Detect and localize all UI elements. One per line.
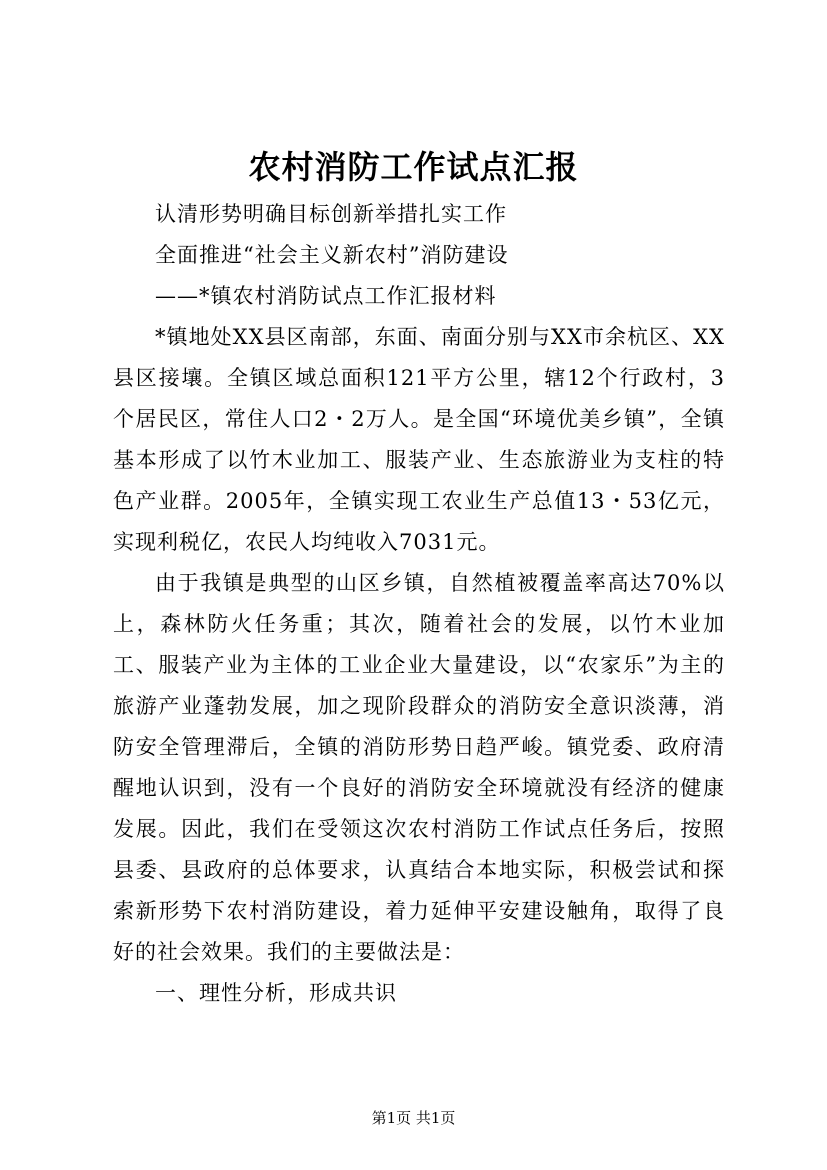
subtitle-line-2: 全面推进“社会主义新农村”消防建设 (155, 243, 509, 267)
document-title: 农村消防工作试点汇报 (248, 148, 579, 186)
paragraph-2: 由于我镇是典型的山区乡镇，自然植被覆盖率高达70%以上，森林防火任务重；其次，随着社会的发展，以竹木业加工、服装产业为主体的工业企业大量建设，以“农家乐”为主的旅游产业蓬勃发展，加之现阶段群众的消防安全意识淡薄，消防安全管理滞后，全镇的消防形势日趋严峻。镇党委、政府清醒地认识到，没有一个良好的消防安全环境就没有经济的健康发展。因此，我们在受领这次农村消防工作试点任务后，按照县委、县政府的总体要求，认真结合本地实际，积极尝试和探索新形势下农村消防建设，着力延伸平安建设触角，取得了良好的社会效果。我们的主要做法是： (113, 571, 725, 964)
paragraph-1: *镇地处XX县区南部，东面、南面分别与XX市余杭区、XX县区接壤。全镇区域总面积121平方公里，辖12个行政村，3个居民区，常住人口2・2万人。是全国“环境优美乡镇”，全镇基本形成了以竹木业加工、服装产业、生态旅游业为支柱的特色产业群。2005年，全镇实现工农业生产总值13・53亿元，实现利税亿，农民人均纯收入7031元。 (113, 325, 725, 554)
subtitle-line-3: ——*镇农村消防试点工作汇报材料 (155, 284, 497, 308)
page-footer: 第1页 共1页 (371, 1109, 456, 1127)
section-heading-1: 一、理性分析，形成共识 (155, 981, 397, 1005)
document-body (113, 194, 725, 1014)
subtitle-line-1: 认清形势明确目标创新举措扎实工作 (155, 202, 507, 226)
